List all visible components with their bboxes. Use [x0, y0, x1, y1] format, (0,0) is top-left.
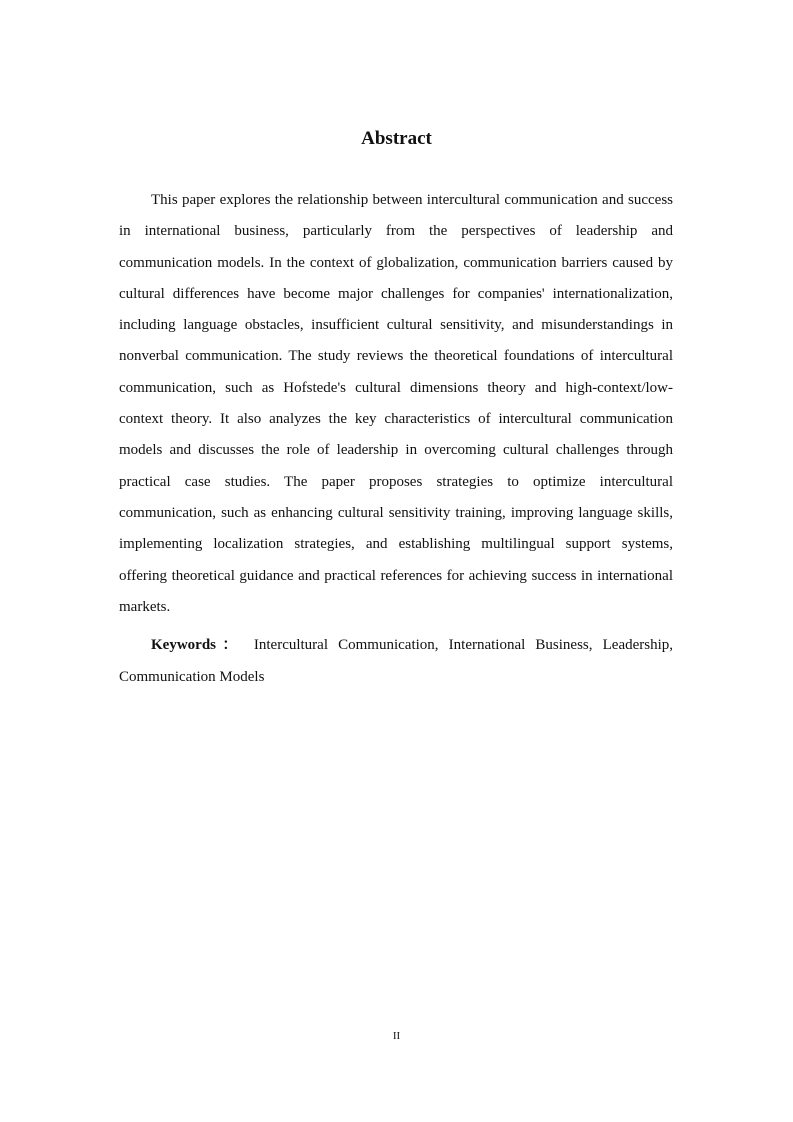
abstract-paragraph: This paper explores the relationship between intercultural communication and success in international business, particularly from the perspectives of leadership and communication models. In the context of globalization, communication barriers caused by cultural differences have become major challenges for companies' internationalization, including language obstacles, insufficient cultural sensitivity, and misunderstandings in nonverbal communication. The study reviews the theoretical foundations of intercultural communication, such as Hofstede's cultural dimensions theory and high-context/low-context theory. It also analyzes the key characteristics of intercultural communication models and discusses the role of leadership in overcoming cultural challenges through practical case studies. The paper proposes strategies to optimize intercultural communication, such as enhancing cultural sensitivity training, improving language skills, implementing localization strategies, and establishing multilingual support systems, offering theoretical guidance and practical references for achieving success in international markets.	[119, 192, 673, 615]
abstract-title: Abstract	[361, 128, 432, 149]
keywords-paragraph	[119, 630, 673, 693]
page-number: II	[392, 1030, 401, 1042]
keywords-list: Intercultural Communication, International Business, Leadership, Communication Models	[119, 637, 674, 685]
keywords-label: Keywords：	[151, 637, 244, 653]
